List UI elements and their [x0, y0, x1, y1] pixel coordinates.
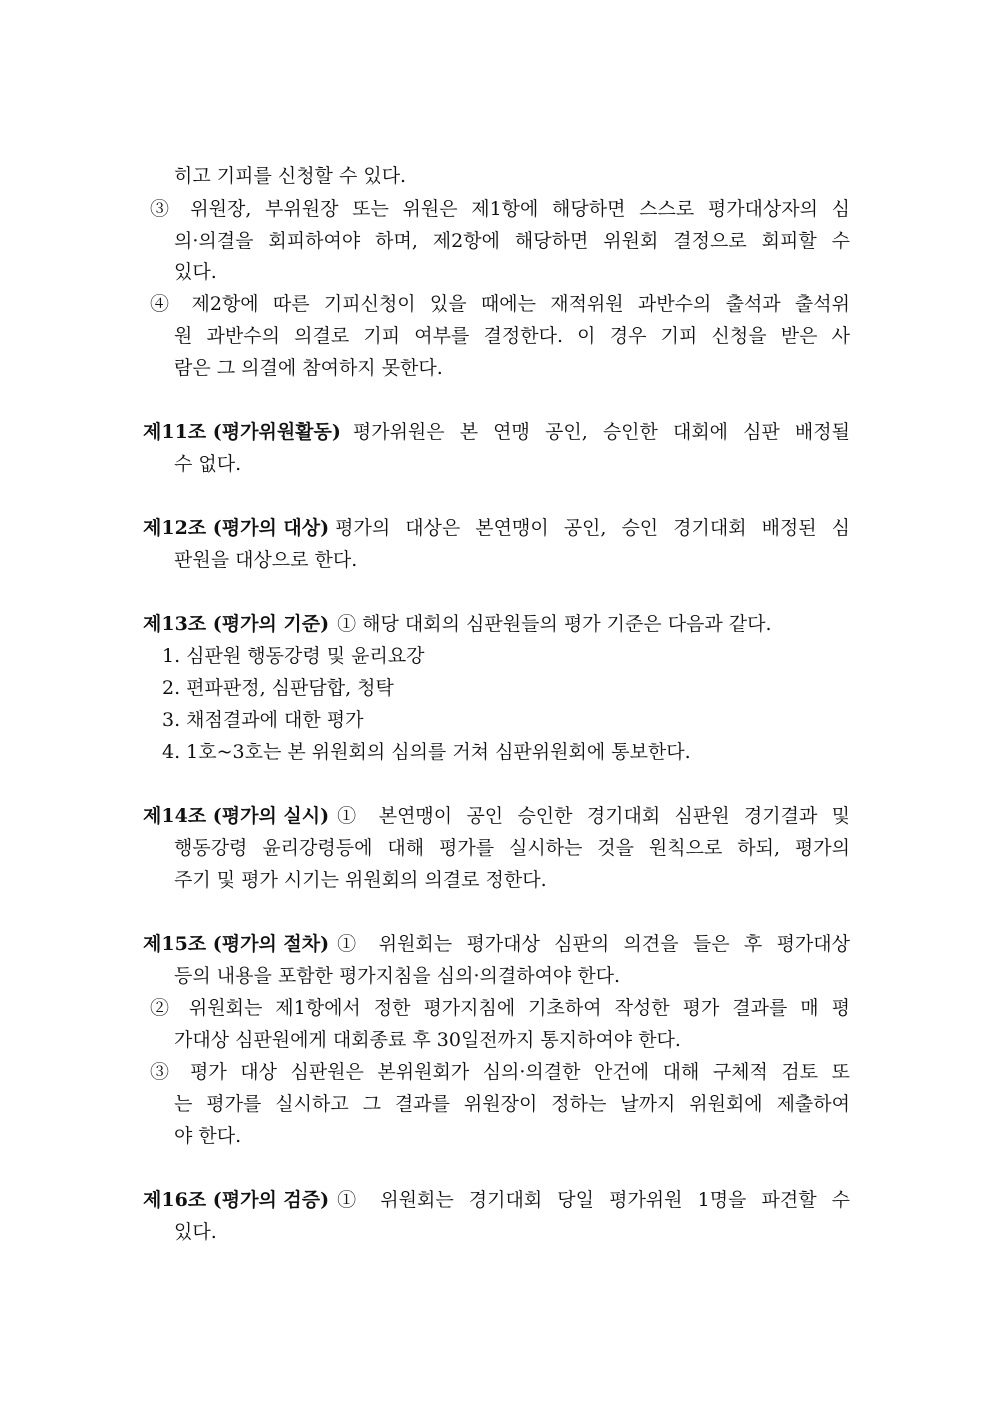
text-line: 판원을 대상으로 한다.	[174, 549, 358, 571]
text-line: ① 위원회는 평가대상 심판의 의견을 들은 후 평가대상	[337, 933, 850, 955]
text-line: ④ 제2항에 따른 기피신청이 있을 때에는 재적위원 과반수의 출석과 출석위	[150, 293, 850, 315]
article-12	[143, 516, 850, 540]
article-15	[143, 932, 850, 956]
text-line: ① 본연맹이 공인 승인한 경기대회 심판원 경기결과 및	[337, 805, 850, 827]
article-13	[143, 612, 772, 636]
text-line: 의·의결을 회피하여야 하며, 제2항에 해당하면 위원회 결정으로 회피할 수	[174, 230, 850, 252]
text-line: 가대상 심판원에게 대회종료 후 30일전까지 통지하여야 한다.	[174, 1029, 681, 1051]
text-line: ① 위원회는 경기대회 당일 평가위원 1명을 파견할 수	[337, 1189, 850, 1211]
text-line: 수 없다.	[174, 453, 242, 475]
text-line: 원 과반수의 의결로 기피 여부를 결정한다. 이 경우 기피 신청을 받은 사	[174, 325, 850, 347]
text-line: ② 위원회는 제1항에서 정한 평가지침에 기초하여 작성한 평가 결과를 매 평	[150, 997, 850, 1019]
text-line: 히고 기피를 신청할 수 있다.	[174, 165, 407, 187]
list-item: 3. 채점결과에 대한 평가	[162, 709, 364, 731]
text-line: 행동강령 윤리강령등에 대해 평가를 실시하는 것을 원칙으로 하되, 평가의	[174, 837, 850, 859]
article-heading: 제15조 (평가의 절차)	[143, 933, 330, 955]
article-14	[143, 804, 850, 828]
article-heading: 제11조 (평가위원활동)	[143, 421, 341, 443]
text-line: 주기 및 평가 시기는 위원회의 의결로 정한다.	[174, 869, 547, 891]
text-line: ③ 위원장, 부위원장 또는 위원은 제1항에 해당하면 스스로 평가대상자의 심	[150, 198, 850, 220]
text-line: 람은 그 의결에 참여하지 못한다.	[174, 357, 443, 379]
text-line: 평가의 대상은 본연맹이 공인, 승인 경기대회 배정된 심	[335, 517, 850, 539]
list-item: 4. 1호~3호는 본 위원회의 심의를 거쳐 심판위원회에 통보한다.	[162, 741, 691, 763]
text-line: 야 한다.	[174, 1125, 242, 1147]
list-item: 2. 편파판정, 심판담합, 청탁	[162, 677, 394, 699]
article-11	[143, 420, 850, 444]
text-line: 평가위원은 본 연맹 공인, 승인한 대회에 심판 배정될	[352, 421, 850, 443]
text-line: 있다.	[174, 261, 217, 283]
article-16	[143, 1188, 850, 1212]
text-line: 등의 내용을 포함한 평가지침을 심의·의결하여야 한다.	[174, 965, 621, 987]
article-heading: 제16조 (평가의 검증)	[143, 1189, 330, 1211]
article-heading: 제13조 (평가의 기준)	[143, 613, 330, 635]
text-line: 있다.	[174, 1221, 217, 1243]
text-line: 는 평가를 실시하고 그 결과를 위원장이 정하는 날까지 위원회에 제출하여	[174, 1093, 850, 1115]
article-heading: 제14조 (평가의 실시)	[143, 805, 330, 827]
text-line: ③ 평가 대상 심판원은 본위원회가 심의·의결한 안건에 대해 구체적 검토 또	[150, 1061, 850, 1083]
article-heading: 제12조 (평가의 대상)	[143, 517, 330, 539]
text-line: ① 해당 대회의 심판원들의 평가 기준은 다음과 같다.	[337, 613, 772, 635]
list-item: 1. 심판원 행동강령 및 윤리요강	[162, 645, 425, 667]
